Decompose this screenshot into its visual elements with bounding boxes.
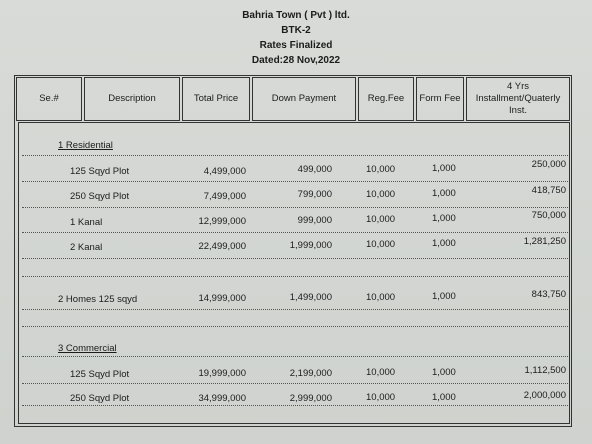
sheet-date: Dated:28 Nov,2022 bbox=[251, 55, 341, 66]
row-reg-fee: 10,000 bbox=[366, 164, 396, 175]
row-reg-fee: 10,000 bbox=[366, 239, 396, 250]
table-header bbox=[16, 77, 570, 121]
row-divider bbox=[22, 405, 568, 406]
row-description: 2 Kanal bbox=[70, 242, 103, 253]
row-form-fee: 1,000 bbox=[432, 238, 456, 249]
row-reg-fee: 10,000 bbox=[366, 214, 396, 225]
row-down-payment: 1,999,000 bbox=[289, 240, 332, 251]
row-installment: 418,750 bbox=[531, 185, 566, 196]
row-divider bbox=[22, 232, 568, 233]
row-total-price: 22,499,000 bbox=[198, 241, 246, 252]
row-down-payment: 2,199,000 bbox=[289, 368, 332, 379]
col-total-price: Total Price bbox=[182, 77, 250, 121]
row-description: 125 Sqyd Plot bbox=[70, 369, 130, 380]
row-installment: 1,112,500 bbox=[524, 365, 566, 376]
sheet-subtitle: Rates Finalized bbox=[259, 40, 333, 51]
col-reg-fee: Reg.Fee bbox=[358, 77, 414, 121]
row-divider bbox=[22, 356, 568, 357]
row-divider bbox=[22, 309, 568, 310]
row-installment: 2,000,000 bbox=[523, 390, 566, 401]
row-down-payment: 499,000 bbox=[297, 164, 332, 175]
col-installment bbox=[466, 77, 570, 121]
row-reg-fee: 10,000 bbox=[366, 292, 396, 303]
row-reg-fee: 10,000 bbox=[366, 392, 396, 403]
row-installment: 250,000 bbox=[531, 159, 566, 170]
project-name: BTK-2 bbox=[281, 25, 311, 36]
section-title-commercial: 3 Commercial bbox=[58, 343, 117, 354]
row-form-fee: 1,000 bbox=[432, 291, 456, 302]
row-reg-fee: 10,000 bbox=[366, 367, 396, 378]
row-down-payment: 999,000 bbox=[297, 215, 332, 226]
row-divider bbox=[22, 276, 568, 277]
row-description: 125 Sqyd Plot bbox=[70, 166, 130, 177]
company-name: Bahria Town ( Pvt ) ltd. bbox=[242, 10, 350, 21]
row-down-payment: 2,999,000 bbox=[289, 393, 332, 404]
row-divider bbox=[22, 207, 568, 208]
row-installment: 843,750 bbox=[531, 289, 566, 300]
col-down-payment: Down Payment bbox=[252, 77, 356, 121]
row-total-price: 14,999,000 bbox=[198, 293, 246, 304]
row-down-payment: 1,499,000 bbox=[289, 292, 332, 303]
row-installment: 1,281,250 bbox=[523, 236, 566, 247]
row-form-fee: 1,000 bbox=[432, 367, 456, 378]
row-divider bbox=[22, 181, 568, 182]
row-description: 250 Sqyd Plot bbox=[70, 191, 130, 202]
row-form-fee: 1,000 bbox=[432, 392, 456, 403]
row-divider bbox=[22, 383, 568, 384]
row-divider bbox=[22, 155, 568, 156]
row-description: 250 Sqyd Plot bbox=[70, 393, 130, 404]
row-form-fee: 1,000 bbox=[432, 213, 456, 224]
col-form-fee: Form Fee bbox=[416, 77, 464, 121]
section-title-homes: 2 Homes 125 sqyd bbox=[58, 294, 138, 305]
col-serial: Se.# bbox=[16, 77, 82, 121]
row-form-fee: 1,000 bbox=[432, 188, 456, 199]
row-description: 1 Kanal bbox=[70, 217, 103, 228]
row-total-price: 12,999,000 bbox=[198, 216, 246, 227]
col-installment-line3: Inst. bbox=[509, 105, 527, 116]
col-installment-line2: Installment/Quaterly bbox=[475, 93, 561, 104]
row-down-payment: 799,000 bbox=[297, 189, 332, 200]
col-installment-line1: 4 Yrs bbox=[506, 81, 529, 92]
row-total-price: 34,999,000 bbox=[198, 393, 246, 404]
row-reg-fee: 10,000 bbox=[366, 189, 396, 200]
section-title-residential: 1 Residential bbox=[58, 140, 113, 151]
row-divider bbox=[22, 258, 568, 259]
row-installment: 750,000 bbox=[531, 210, 566, 221]
col-description: Description bbox=[84, 77, 180, 121]
row-divider bbox=[22, 326, 568, 327]
row-form-fee: 1,000 bbox=[432, 163, 456, 174]
row-total-price: 19,999,000 bbox=[198, 368, 246, 379]
row-total-price: 4,499,000 bbox=[203, 166, 246, 177]
row-total-price: 7,499,000 bbox=[203, 191, 246, 202]
